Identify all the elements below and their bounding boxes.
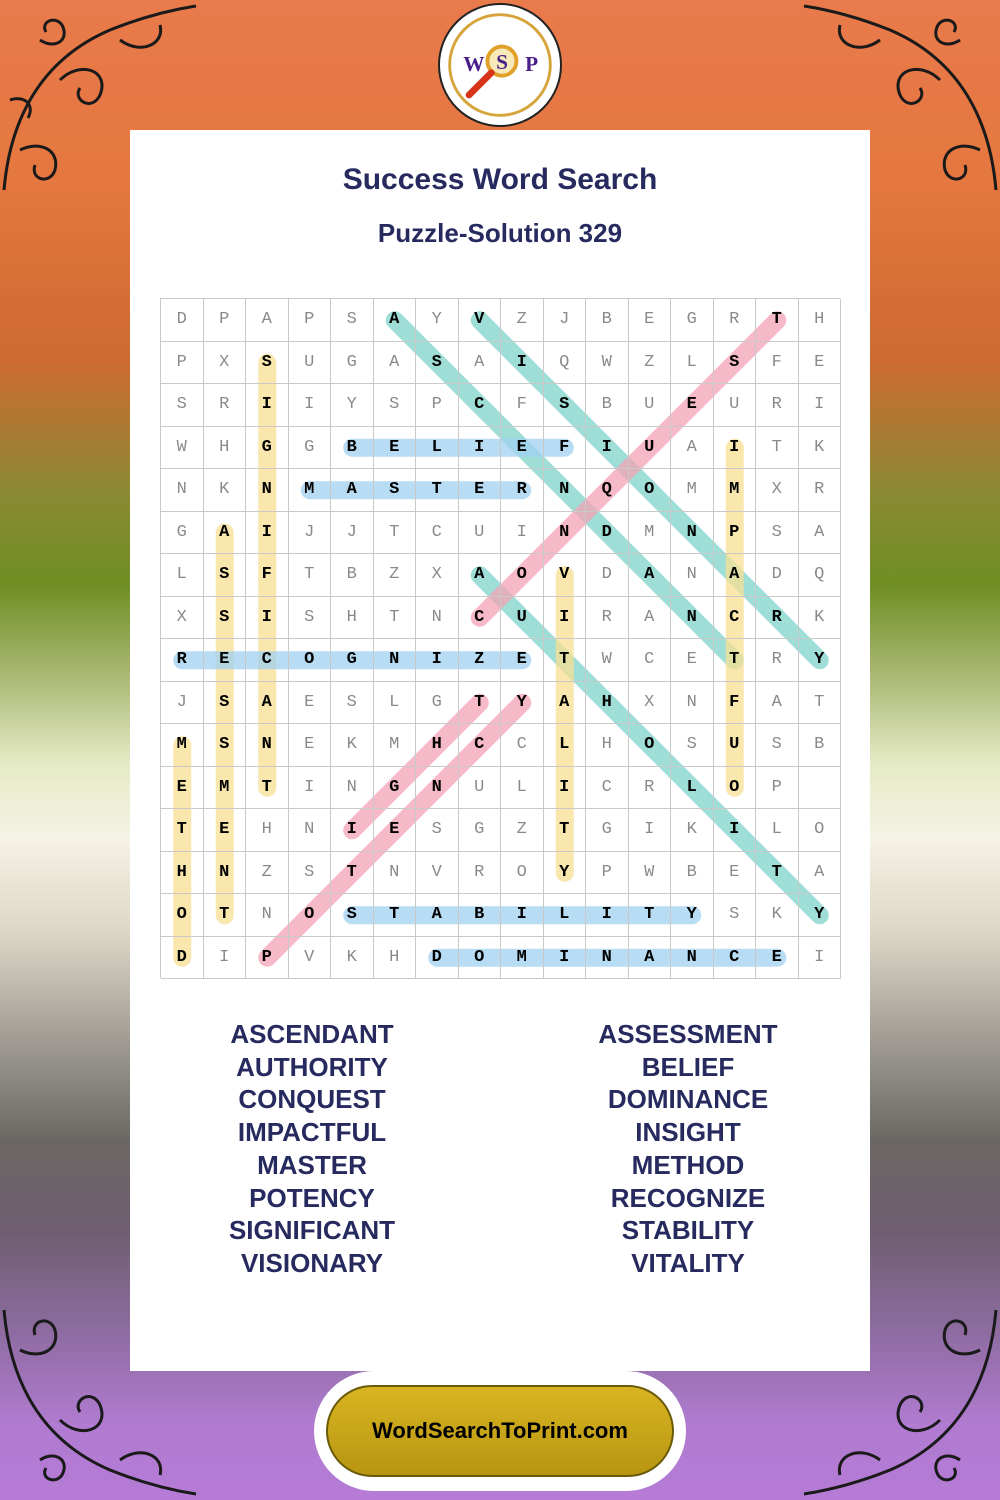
grid-cell[interactable]: S: [161, 384, 204, 427]
grid-cell[interactable]: E: [756, 937, 799, 980]
grid-cell[interactable]: M: [289, 469, 332, 512]
grid-cell[interactable]: S: [544, 384, 587, 427]
grid-cell[interactable]: E: [374, 427, 417, 470]
grid-cell[interactable]: F: [756, 342, 799, 385]
grid-cell[interactable]: A: [416, 894, 459, 937]
grid-cell[interactable]: C: [629, 639, 672, 682]
grid-cell[interactable]: I: [331, 809, 374, 852]
grid-cell[interactable]: U: [459, 512, 502, 555]
grid-cell[interactable]: I: [204, 937, 247, 980]
grid-cell[interactable]: N: [586, 937, 629, 980]
grid-cell[interactable]: U: [629, 427, 672, 470]
grid-cell[interactable]: S: [714, 342, 757, 385]
word-list-item: STABILITY: [621, 1215, 755, 1246]
grid-cell[interactable]: A: [714, 554, 757, 597]
grid-cell[interactable]: V: [459, 299, 502, 342]
grid-cell[interactable]: G: [671, 299, 714, 342]
grid-cell[interactable]: R: [204, 384, 247, 427]
grid-cell[interactable]: T: [331, 852, 374, 895]
grid-cell[interactable]: S: [416, 342, 459, 385]
grid-cell[interactable]: C: [714, 597, 757, 640]
grid-cell[interactable]: P: [289, 299, 332, 342]
word-list-item: ASSESSMENT: [598, 1019, 778, 1049]
grid-cell[interactable]: N: [246, 894, 289, 937]
grid-cell[interactable]: I: [544, 767, 587, 810]
grid-cell[interactable]: T: [204, 894, 247, 937]
grid-cell[interactable]: U: [501, 597, 544, 640]
grid-cell[interactable]: N: [416, 767, 459, 810]
grid-cell[interactable]: G: [331, 639, 374, 682]
grid-cell[interactable]: M: [501, 937, 544, 980]
grid-cell[interactable]: Z: [459, 639, 502, 682]
word-list-item: IMPACTFUL: [237, 1117, 387, 1148]
grid-cell[interactable]: S: [331, 682, 374, 725]
grid-cell[interactable]: I: [289, 767, 332, 810]
grid-cell[interactable]: O: [629, 724, 672, 767]
wsp-logo: [438, 3, 562, 127]
grid-cell[interactable]: W: [161, 427, 204, 470]
grid-cell[interactable]: G: [416, 682, 459, 725]
grid-cell[interactable]: B: [331, 554, 374, 597]
footer-badge: [314, 1371, 686, 1491]
page-subtitle: Puzzle-Solution 329: [377, 218, 623, 248]
grid-cell[interactable]: L: [671, 342, 714, 385]
grid-cell[interactable]: S: [756, 512, 799, 555]
grid-cell[interactable]: E: [501, 639, 544, 682]
grid-cell[interactable]: S: [246, 342, 289, 385]
grid-cell[interactable]: T: [756, 852, 799, 895]
grid-cell[interactable]: E: [671, 384, 714, 427]
grid-cell[interactable]: J: [544, 299, 587, 342]
grid-cell[interactable]: Z: [374, 554, 417, 597]
grid-cell[interactable]: F: [714, 682, 757, 725]
grid-cell[interactable]: E: [799, 342, 842, 385]
grid-cell[interactable]: L: [374, 682, 417, 725]
grid-cell[interactable]: C: [459, 384, 502, 427]
grid-cell[interactable]: W: [586, 342, 629, 385]
grid-cell[interactable]: F: [246, 554, 289, 597]
grid-cell[interactable]: T: [544, 809, 587, 852]
grid-cell[interactable]: H: [246, 809, 289, 852]
grid-cell[interactable]: J: [289, 512, 332, 555]
grid-cell[interactable]: H: [416, 724, 459, 767]
grid-cell[interactable]: O: [459, 937, 502, 980]
grid-cell[interactable]: U: [714, 384, 757, 427]
grid-cell[interactable]: L: [501, 767, 544, 810]
grid-cell[interactable]: L: [161, 554, 204, 597]
grid-cell[interactable]: I: [799, 384, 842, 427]
grid-cell[interactable]: M: [161, 724, 204, 767]
grid-cell[interactable]: E: [289, 682, 332, 725]
word-list-item: SIGNIFICANT: [228, 1215, 396, 1246]
word-list-item: ASCENDANT: [230, 1019, 394, 1049]
grid-cell[interactable]: I: [459, 427, 502, 470]
grid-cell[interactable]: S: [756, 724, 799, 767]
grid-cell[interactable]: U: [459, 767, 502, 810]
word-list-item: POTENCY: [249, 1182, 375, 1213]
word-list-item: DOMINANCE: [607, 1084, 769, 1115]
grid-cell[interactable]: A: [629, 554, 672, 597]
grid-cell[interactable]: O: [289, 894, 332, 937]
grid-cell[interactable]: G: [459, 809, 502, 852]
grid-cell[interactable]: T: [416, 469, 459, 512]
grid-cell[interactable]: H: [204, 427, 247, 470]
grid-cell[interactable]: X: [161, 597, 204, 640]
grid-cell[interactable]: A: [459, 554, 502, 597]
grid-cell[interactable]: T: [374, 894, 417, 937]
grid-cell[interactable]: D: [756, 554, 799, 597]
grid-cell[interactable]: K: [799, 427, 842, 470]
grid-cell[interactable]: B: [586, 384, 629, 427]
grid-cell[interactable]: W: [586, 639, 629, 682]
grid-cell[interactable]: S: [289, 597, 332, 640]
grid-cell[interactable]: E: [289, 724, 332, 767]
grid-cell[interactable]: I: [289, 384, 332, 427]
grid-cell[interactable]: I: [629, 809, 672, 852]
grid-cell[interactable]: B: [586, 299, 629, 342]
grid-cell[interactable]: X: [629, 682, 672, 725]
grid-cell[interactable]: N: [161, 469, 204, 512]
grid-cell[interactable]: S: [331, 299, 374, 342]
grid-cell[interactable]: L: [544, 894, 587, 937]
grid-cell[interactable]: F: [544, 427, 587, 470]
grid-cell[interactable]: R: [799, 469, 842, 512]
grid-cell[interactable]: E: [161, 767, 204, 810]
grid-cell[interactable]: A: [246, 299, 289, 342]
grid-cell[interactable]: L: [671, 767, 714, 810]
grid-cell[interactable]: Y: [799, 894, 842, 937]
grid-cell[interactable]: H: [374, 937, 417, 980]
grid-cell[interactable]: T: [544, 639, 587, 682]
grid-cell[interactable]: A: [246, 682, 289, 725]
grid-cell[interactable]: O: [289, 639, 332, 682]
grid-cell[interactable]: Q: [586, 469, 629, 512]
grid-cell[interactable]: S: [204, 597, 247, 640]
grid-cell[interactable]: D: [161, 937, 204, 980]
grid-cell[interactable]: A: [459, 342, 502, 385]
grid-cell[interactable]: I: [501, 894, 544, 937]
grid-cell[interactable]: X: [756, 469, 799, 512]
grid-cell[interactable]: T: [756, 427, 799, 470]
grid-cell[interactable]: K: [799, 597, 842, 640]
logo-letter-s: S: [496, 49, 508, 74]
grid-cell[interactable]: G: [331, 342, 374, 385]
grid-cell[interactable]: S: [374, 469, 417, 512]
grid-cell[interactable]: D: [161, 299, 204, 342]
grid-cell[interactable]: O: [501, 852, 544, 895]
grid-cell[interactable]: I: [246, 512, 289, 555]
grid-cell[interactable]: R: [586, 597, 629, 640]
grid-cell[interactable]: S: [374, 384, 417, 427]
word-list-item: AUTHORITY: [236, 1051, 388, 1082]
word-list-item: VITALITY: [631, 1247, 745, 1278]
grid-cell[interactable]: C: [459, 597, 502, 640]
grid-cell[interactable]: L: [544, 724, 587, 767]
grid-cell[interactable]: G: [246, 427, 289, 470]
grid-cell[interactable]: N: [374, 639, 417, 682]
grid-cell[interactable]: D: [586, 554, 629, 597]
grid-cell[interactable]: P: [756, 767, 799, 810]
grid-cell[interactable]: Z: [501, 809, 544, 852]
grid-cell[interactable]: N: [671, 937, 714, 980]
grid-cell[interactable]: O: [161, 894, 204, 937]
grid-cell[interactable]: H: [161, 852, 204, 895]
grid-cell[interactable]: L: [756, 809, 799, 852]
word-list-right: [523, 1018, 853, 1280]
grid-cell[interactable]: T: [374, 512, 417, 555]
grid-cell[interactable]: M: [629, 512, 672, 555]
grid-cell[interactable]: D: [416, 937, 459, 980]
grid-cell[interactable]: M: [374, 724, 417, 767]
word-list-item: INSIGHT: [635, 1117, 741, 1148]
grid-cell[interactable]: S: [671, 724, 714, 767]
word-search-grid: [160, 298, 840, 978]
grid-cell[interactable]: A: [544, 682, 587, 725]
grid-cell[interactable]: H: [586, 724, 629, 767]
word-list-item: RECOGNIZE: [610, 1182, 766, 1213]
grid-cell[interactable]: I: [714, 427, 757, 470]
grid-cell[interactable]: S: [204, 682, 247, 725]
grid-cell[interactable]: C: [246, 639, 289, 682]
grid-cell[interactable]: K: [756, 894, 799, 937]
grid-cell[interactable]: F: [501, 384, 544, 427]
grid-cell[interactable]: K: [331, 937, 374, 980]
word-list-item: MASTER: [257, 1149, 367, 1180]
grid-cell[interactable]: M: [671, 469, 714, 512]
grid-cell[interactable]: G: [374, 767, 417, 810]
grid-cell[interactable]: A: [204, 512, 247, 555]
grid-cell[interactable]: G: [586, 809, 629, 852]
grid-cell[interactable]: C: [459, 724, 502, 767]
grid-cell[interactable]: P: [586, 852, 629, 895]
grid-cell[interactable]: S: [416, 809, 459, 852]
grid-cell[interactable]: E: [459, 469, 502, 512]
grid-cell[interactable]: K: [671, 809, 714, 852]
grid-cell[interactable]: T: [246, 767, 289, 810]
grid-cell[interactable]: E: [374, 809, 417, 852]
grid-cell[interactable]: C: [714, 937, 757, 980]
logo-letter-w: W: [463, 51, 485, 76]
grid-cell[interactable]: A: [799, 852, 842, 895]
grid-cell[interactable]: B: [331, 427, 374, 470]
grid-cell[interactable]: L: [416, 427, 459, 470]
grid-cell[interactable]: R: [756, 639, 799, 682]
grid-cell[interactable]: S: [331, 894, 374, 937]
grid-cell[interactable]: Y: [501, 682, 544, 725]
grid-cell[interactable]: T: [459, 682, 502, 725]
grid-cell[interactable]: I: [586, 427, 629, 470]
grid-cell[interactable]: [799, 767, 842, 810]
grid-cell[interactable]: N: [544, 469, 587, 512]
grid-cell[interactable]: U: [289, 342, 332, 385]
grid-cell[interactable]: A: [756, 682, 799, 725]
grid-cell[interactable]: J: [161, 682, 204, 725]
grid-cell[interactable]: A: [374, 299, 417, 342]
grid-cell[interactable]: G: [289, 427, 332, 470]
grid-cell[interactable]: E: [629, 299, 672, 342]
grid-cell[interactable]: I: [416, 639, 459, 682]
grid-cell[interactable]: E: [714, 852, 757, 895]
page-title: Success Word Search: [342, 163, 658, 196]
website-link-button[interactable]: WordSearchToPrint.com: [326, 1385, 674, 1477]
grid-cell[interactable]: T: [799, 682, 842, 725]
grid-cell[interactable]: M: [714, 469, 757, 512]
grid-cell[interactable]: A: [629, 937, 672, 980]
grid-cell[interactable]: N: [374, 852, 417, 895]
grid-cell[interactable]: A: [799, 512, 842, 555]
grid-cell[interactable]: O: [799, 809, 842, 852]
grid-cell[interactable]: I: [246, 384, 289, 427]
grid-cell[interactable]: Q: [799, 554, 842, 597]
grid-cell[interactable]: P: [416, 384, 459, 427]
grid-cell[interactable]: D: [586, 512, 629, 555]
grid-cell[interactable]: X: [204, 342, 247, 385]
grid-cell[interactable]: S: [289, 852, 332, 895]
grid-cell[interactable]: P: [714, 512, 757, 555]
grid-cell[interactable]: Q: [544, 342, 587, 385]
grid-cell[interactable]: K: [331, 724, 374, 767]
grid-cell[interactable]: Z: [629, 342, 672, 385]
word-list-left: [147, 1018, 477, 1280]
grid-cell[interactable]: H: [799, 299, 842, 342]
grid-cell[interactable]: B: [459, 894, 502, 937]
grid-cell[interactable]: E: [204, 639, 247, 682]
grid-cell[interactable]: N: [204, 852, 247, 895]
grid-cell[interactable]: M: [204, 767, 247, 810]
grid-cell[interactable]: B: [671, 852, 714, 895]
grid-cell[interactable]: U: [714, 724, 757, 767]
grid-cell[interactable]: H: [586, 682, 629, 725]
grid-cell[interactable]: P: [204, 299, 247, 342]
grid-cell[interactable]: K: [204, 469, 247, 512]
grid-cell[interactable]: H: [331, 597, 374, 640]
grid-cell[interactable]: A: [629, 597, 672, 640]
grid-cell[interactable]: I: [799, 937, 842, 980]
grid-cell[interactable]: Z: [246, 852, 289, 895]
grid-cell[interactable]: N: [544, 512, 587, 555]
grid-cell[interactable]: P: [161, 342, 204, 385]
grid-cell[interactable]: T: [629, 894, 672, 937]
grid-cell[interactable]: Y: [544, 852, 587, 895]
logo-letter-p: P: [525, 51, 539, 76]
grid-cell[interactable]: R: [161, 639, 204, 682]
grid-cell[interactable]: W: [629, 852, 672, 895]
grid-cell[interactable]: I: [714, 809, 757, 852]
grid-cell[interactable]: A: [331, 469, 374, 512]
grid-cell[interactable]: Y: [331, 384, 374, 427]
grid-cell[interactable]: S: [204, 724, 247, 767]
grid-cell[interactable]: R: [501, 469, 544, 512]
word-list-item: VISIONARY: [240, 1247, 384, 1278]
grid-cell[interactable]: O: [629, 469, 672, 512]
grid-cell[interactable]: R: [629, 767, 672, 810]
grid-cell[interactable]: N: [671, 554, 714, 597]
grid-cell[interactable]: N: [246, 469, 289, 512]
grid-cell[interactable]: T: [714, 639, 757, 682]
grid-cell[interactable]: E: [204, 809, 247, 852]
grid-cell[interactable]: I: [501, 512, 544, 555]
grid-cell[interactable]: Y: [799, 639, 842, 682]
grid-cell[interactable]: I: [501, 342, 544, 385]
grid-cell[interactable]: O: [714, 767, 757, 810]
grid-cell[interactable]: N: [416, 597, 459, 640]
word-list-item: METHOD: [631, 1149, 745, 1180]
grid-cell[interactable]: J: [331, 512, 374, 555]
grid-cell[interactable]: N: [246, 724, 289, 767]
grid-cell[interactable]: X: [416, 554, 459, 597]
grid-cell[interactable]: R: [756, 384, 799, 427]
grid-cell[interactable]: C: [416, 512, 459, 555]
grid-cell[interactable]: T: [756, 299, 799, 342]
grid-cell[interactable]: N: [671, 682, 714, 725]
grid-cell[interactable]: S: [714, 894, 757, 937]
word-list-item: BELIEF: [641, 1051, 735, 1082]
grid-cell[interactable]: T: [161, 809, 204, 852]
grid-cell[interactable]: V: [416, 852, 459, 895]
grid-cell[interactable]: A: [671, 427, 714, 470]
grid-cell[interactable]: R: [714, 299, 757, 342]
grid-cell[interactable]: R: [756, 597, 799, 640]
grid-cell[interactable]: T: [289, 554, 332, 597]
grid-cell[interactable]: B: [799, 724, 842, 767]
word-list-item: CONQUEST: [238, 1084, 386, 1115]
grid-cell[interactable]: V: [289, 937, 332, 980]
grid-cell[interactable]: G: [161, 512, 204, 555]
grid-cell[interactable]: C: [586, 767, 629, 810]
grid-cell[interactable]: Z: [501, 299, 544, 342]
grid-cell[interactable]: S: [204, 554, 247, 597]
grid-cell[interactable]: E: [501, 427, 544, 470]
grid-cell[interactable]: N: [331, 767, 374, 810]
grid-cell[interactable]: C: [501, 724, 544, 767]
grid-cell[interactable]: T: [374, 597, 417, 640]
grid-cell[interactable]: I: [544, 937, 587, 980]
grid-cell[interactable]: N: [671, 512, 714, 555]
grid-cell[interactable]: U: [629, 384, 672, 427]
grid-cell[interactable]: Y: [671, 894, 714, 937]
grid-cell[interactable]: E: [671, 639, 714, 682]
grid-cell[interactable]: N: [671, 597, 714, 640]
grid-cell[interactable]: O: [501, 554, 544, 597]
grid-cell[interactable]: I: [544, 597, 587, 640]
grid-cell[interactable]: I: [586, 894, 629, 937]
grid-cell[interactable]: N: [289, 809, 332, 852]
grid-cell[interactable]: I: [246, 597, 289, 640]
grid-cell[interactable]: P: [246, 937, 289, 980]
grid-cell[interactable]: V: [544, 554, 587, 597]
grid-cell[interactable]: Y: [416, 299, 459, 342]
grid-cell[interactable]: A: [374, 342, 417, 385]
grid-cell[interactable]: R: [459, 852, 502, 895]
